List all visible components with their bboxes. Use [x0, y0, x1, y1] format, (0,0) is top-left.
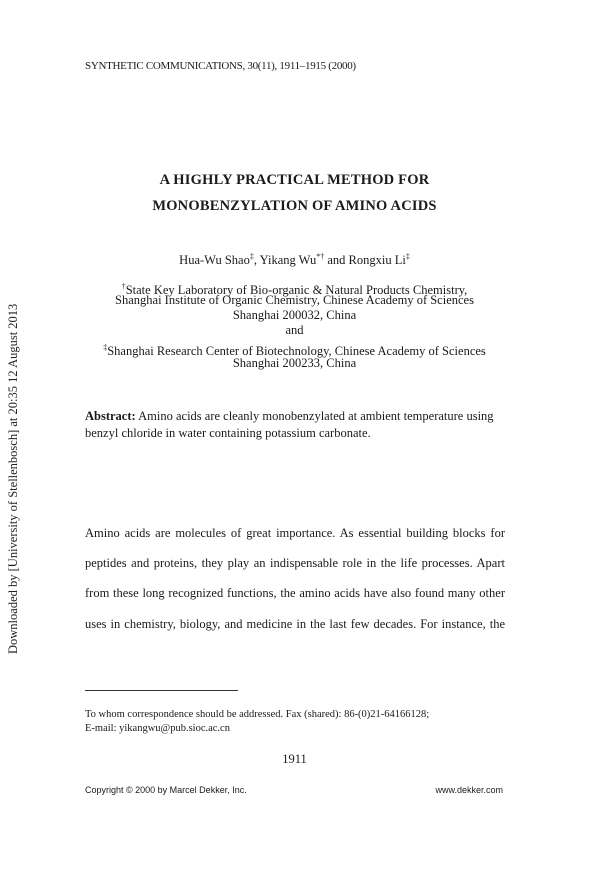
affiliation-mark: *†: [316, 252, 325, 261]
publisher-website: www.dekker.com: [435, 785, 503, 795]
paper-title-line-2: MONOBENZYLATION OF AMINO ACIDS: [152, 198, 437, 214]
affiliation-line: Shanghai 200233, China: [232, 356, 357, 370]
body-text-line: peptides and proteins, they play an indispensable role in the life processes. Apart: [85, 556, 505, 570]
affiliation-line: Shanghai 200032, China: [232, 308, 357, 322]
affiliation-conjunction: and: [285, 323, 304, 337]
body-text-line: uses in chemistry, biology, and medicine in the last few decades. For instance, the: [85, 617, 505, 631]
footnote-divider: [85, 690, 238, 691]
page-number: 1911: [282, 752, 307, 766]
footnote-line: To whom correspondence should be addressed. Fax (shared): 86-(0)21-64166128;: [85, 709, 430, 720]
author-name: Yikang Wu: [259, 253, 317, 267]
author-name: Hua-Wu Shao: [179, 253, 250, 267]
abstract: [85, 408, 505, 442]
affiliation-mark: ‡: [249, 252, 254, 261]
author-name: Rongxiu Li: [348, 253, 406, 267]
author-list: [0, 252, 589, 268]
abstract-label: Abstract:: [85, 409, 136, 423]
author-separator: and: [324, 253, 349, 267]
affiliation-line: Shanghai Institute of Organic Chemistry, Chinese Academy of Sciences: [115, 293, 474, 307]
affiliation-text: State Key Laboratory of Bio-organic & Natural Products Chemistry,: [125, 283, 468, 297]
author-separator: ,: [253, 253, 260, 267]
affiliation-mark: †: [121, 282, 126, 291]
body-text-line: from these long recognized functions, the amino acids have also found many other: [85, 586, 505, 600]
download-watermark: Downloaded by [University of Stellenbosch] at 20:35 12 August 2013: [6, 303, 20, 654]
affiliation-mark: ‡: [103, 343, 108, 352]
footnote-email: E-mail: yikangwu@pub.sioc.ac.cn: [85, 723, 230, 734]
copyright-notice: Copyright © 2000 by Marcel Dekker, Inc.: [85, 785, 247, 795]
affiliation-text: Shanghai Research Center of Biotechnology, Chinese Academy of Sciences: [107, 344, 486, 358]
affiliation-mark: ‡: [405, 252, 410, 261]
body-text-line: Amino acids are molecules of great importance. As essential building blocks for: [85, 526, 505, 540]
abstract-text: Amino acids are cleanly monobenzylated at ambient temperature using benzyl chloride in water containing potassium carbonate.: [85, 409, 494, 440]
paper-title-line-1: A HIGHLY PRACTICAL METHOD FOR: [159, 172, 430, 188]
journal-header: SYNTHETIC COMMUNICATIONS, 30(11), 1911–1915 (2000): [85, 60, 356, 72]
